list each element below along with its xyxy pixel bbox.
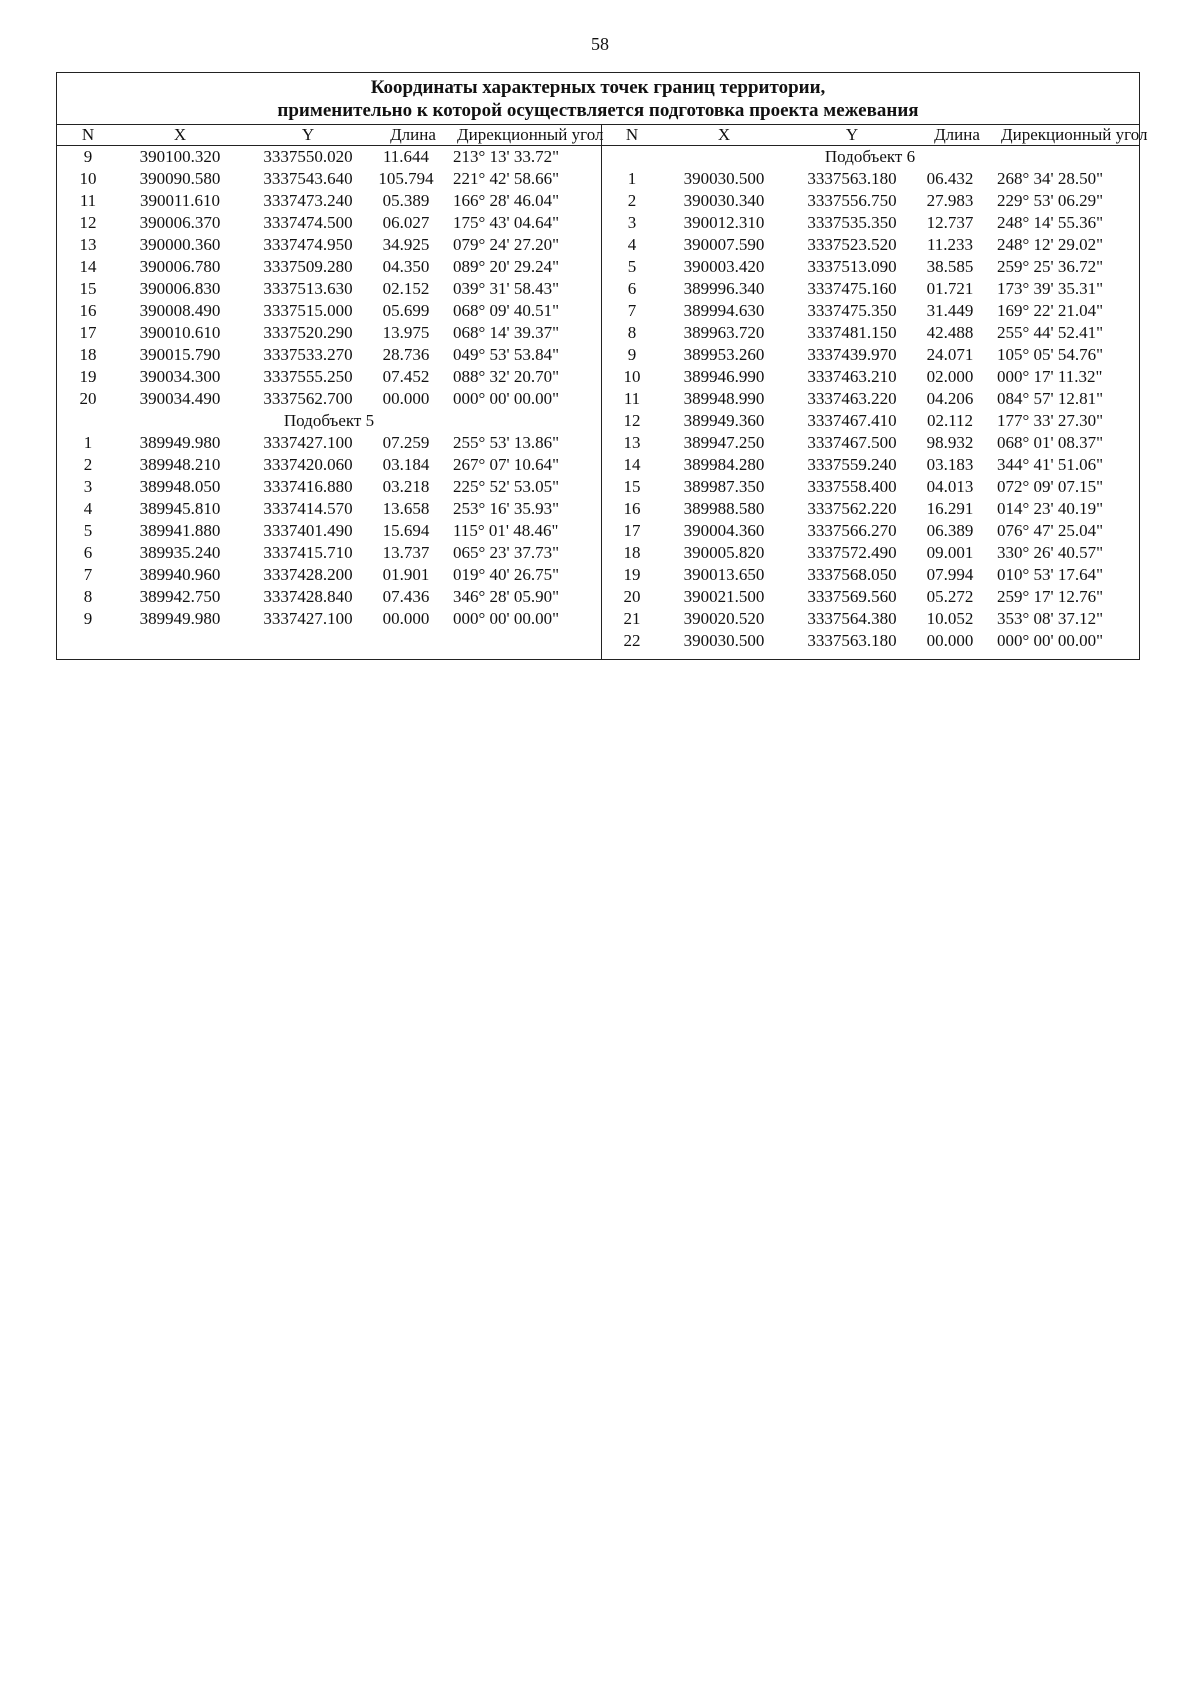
table-title-line-1: Координаты характерных точек границ территории,: [370, 77, 826, 98]
direction-angle: 068° 14' 39.37": [453, 323, 560, 342]
table-row: [57, 212, 601, 234]
table-row: [601, 322, 1139, 344]
coordinates-table: [56, 72, 1148, 660]
table-row: [57, 146, 601, 168]
table-row: [601, 608, 1139, 630]
point-number: 6: [627, 279, 637, 298]
y-coordinate: 3337543.640: [263, 169, 353, 188]
point-number: 6: [83, 543, 93, 562]
x-coordinate: 390021.500: [683, 587, 765, 606]
x-coordinate: 390000.360: [139, 235, 221, 254]
segment-length: 06.389: [926, 521, 974, 540]
point-number: 17: [623, 521, 641, 540]
direction-angle: 267° 07' 10.64": [453, 455, 560, 474]
y-coordinate: 3337523.520: [807, 235, 897, 254]
subobject-6-caption: Подобъект 6: [824, 147, 916, 166]
y-coordinate: 3337463.210: [807, 367, 897, 386]
table-body: [57, 125, 1148, 659]
point-number: 19: [623, 565, 641, 584]
x-coordinate: 389941.880: [139, 521, 221, 540]
y-coordinate: 3337558.400: [807, 477, 897, 496]
segment-length: 02.000: [926, 367, 974, 386]
y-coordinate: 3337474.950: [263, 235, 353, 254]
header-y: Y: [845, 125, 859, 144]
table-row: [57, 454, 601, 476]
y-coordinate: 3337569.560: [807, 587, 897, 606]
point-number: 20: [79, 389, 97, 408]
point-number: 9: [83, 147, 93, 166]
direction-angle: 229° 53' 06.29": [997, 191, 1104, 210]
x-coordinate: 389988.580: [683, 499, 765, 518]
point-number: 17: [79, 323, 97, 342]
segment-length: 105.794: [378, 169, 434, 188]
y-coordinate: 3337467.410: [807, 411, 897, 430]
point-number: 1: [83, 433, 93, 452]
x-coordinate: 390006.830: [139, 279, 221, 298]
header-angle: Дирекционный угол: [457, 125, 604, 144]
segment-length: 11.644: [382, 147, 430, 166]
y-coordinate: 3337475.350: [807, 301, 897, 320]
table-row: [601, 300, 1139, 322]
direction-angle: 225° 52' 53.05": [453, 477, 560, 496]
point-number: 4: [627, 235, 637, 254]
segment-length: 13.737: [382, 543, 430, 562]
point-number: 5: [627, 257, 637, 276]
point-number: 14: [79, 257, 97, 276]
table-row: [601, 234, 1139, 256]
table-row: [601, 168, 1139, 190]
y-coordinate: 3337475.160: [807, 279, 897, 298]
segment-length: 05.272: [926, 587, 974, 606]
point-number: 15: [623, 477, 641, 496]
point-number: 1: [627, 169, 637, 188]
y-coordinate: 3337566.270: [807, 521, 897, 540]
segment-length: 13.975: [382, 323, 430, 342]
y-coordinate: 3337562.700: [263, 389, 353, 408]
y-coordinate: 3337513.630: [263, 279, 353, 298]
x-coordinate: 390020.520: [683, 609, 765, 628]
point-number: 10: [79, 169, 97, 188]
y-coordinate: 3337568.050: [807, 565, 897, 584]
table-row: [57, 278, 601, 300]
segment-length: 01.721: [926, 279, 974, 298]
direction-angle: 259° 17' 12.76": [997, 587, 1104, 606]
segment-length: 28.736: [382, 345, 430, 364]
y-coordinate: 3337550.020: [263, 147, 353, 166]
x-coordinate: 390005.820: [683, 543, 765, 562]
x-coordinate: 390010.610: [139, 323, 221, 342]
point-number: 8: [627, 323, 637, 342]
x-coordinate: 389940.960: [139, 565, 221, 584]
direction-angle: 255° 53' 13.86": [453, 433, 560, 452]
direction-angle: 173° 39' 35.31": [997, 279, 1104, 298]
x-coordinate: 390034.300: [139, 367, 221, 386]
segment-length: 07.436: [382, 587, 430, 606]
direction-angle: 010° 53' 17.64": [997, 565, 1104, 584]
point-number: 15: [79, 279, 97, 298]
x-coordinate: 390003.420: [683, 257, 765, 276]
x-coordinate: 389948.050: [139, 477, 221, 496]
x-coordinate: 389948.990: [683, 389, 765, 408]
direction-angle: 353° 08' 37.12": [997, 609, 1104, 628]
header-n: N: [625, 125, 639, 144]
direction-angle: 088° 32' 20.70": [453, 367, 560, 386]
y-coordinate: 3337535.350: [807, 213, 897, 232]
y-coordinate: 3337559.240: [807, 455, 897, 474]
x-coordinate: 389949.360: [683, 411, 765, 430]
point-number: 16: [623, 499, 641, 518]
x-coordinate: 390007.590: [683, 235, 765, 254]
point-number: 5: [83, 521, 93, 540]
segment-length: 15.694: [382, 521, 430, 540]
point-number: 22: [623, 631, 641, 650]
point-number: 11: [623, 389, 641, 408]
table-row: [601, 344, 1139, 366]
segment-length: 16.291: [926, 499, 974, 518]
table-row: [57, 608, 601, 630]
table-row: [601, 630, 1139, 652]
x-coordinate: 389946.990: [683, 367, 765, 386]
right-half: [601, 125, 1148, 659]
point-number: 18: [623, 543, 641, 562]
y-coordinate: 3337563.180: [807, 631, 897, 650]
point-number: 8: [83, 587, 93, 606]
y-coordinate: 3337562.220: [807, 499, 897, 518]
direction-angle: 000° 00' 00.00": [453, 389, 560, 408]
direction-angle: 079° 24' 27.20": [453, 235, 560, 254]
segment-length: 03.218: [382, 477, 430, 496]
segment-length: 98.932: [926, 433, 974, 452]
segment-length: 00.000: [382, 389, 430, 408]
point-number: 11: [79, 191, 97, 210]
x-coordinate: 390008.490: [139, 301, 221, 320]
point-number: 16: [79, 301, 97, 320]
direction-angle: 115° 01' 48.46": [453, 521, 559, 540]
x-coordinate: 390100.320: [139, 147, 221, 166]
table-row: [57, 300, 601, 322]
direction-angle: 065° 23' 37.73": [453, 543, 560, 562]
x-coordinate: 389994.630: [683, 301, 765, 320]
table-row: [601, 366, 1139, 388]
y-coordinate: 3337415.710: [263, 543, 353, 562]
page-number: 58: [591, 34, 609, 54]
direction-angle: 072° 09' 07.15": [997, 477, 1104, 496]
point-number: 14: [623, 455, 641, 474]
y-coordinate: 3337439.970: [807, 345, 897, 364]
table-row: [57, 476, 601, 498]
segment-length: 07.994: [926, 565, 974, 584]
table-title: [57, 73, 1139, 125]
y-coordinate: 3337520.290: [263, 323, 353, 342]
x-coordinate: 390030.500: [683, 631, 765, 650]
segment-length: 09.001: [926, 543, 974, 562]
segment-length: 03.184: [382, 455, 430, 474]
segment-length: 05.389: [382, 191, 430, 210]
table-row: [57, 234, 601, 256]
x-coordinate: 389945.810: [139, 499, 221, 518]
left-half: [57, 125, 602, 659]
segment-length: 04.013: [926, 477, 974, 496]
header-x: X: [717, 125, 731, 144]
direction-angle: 253° 16' 35.93": [453, 499, 560, 518]
table-row: [601, 520, 1139, 542]
x-coordinate: 390030.500: [683, 169, 765, 188]
point-number: 9: [83, 609, 93, 628]
segment-length: 27.983: [926, 191, 974, 210]
direction-angle: 221° 42' 58.66": [453, 169, 560, 188]
table-row: [601, 212, 1139, 234]
header-angle: Дирекционный угол: [1001, 125, 1148, 144]
header-length: Длина: [934, 125, 980, 144]
segment-length: 00.000: [926, 631, 974, 650]
x-coordinate: 390034.490: [139, 389, 221, 408]
point-number: 7: [83, 565, 93, 584]
direction-angle: 014° 23' 40.19": [997, 499, 1104, 518]
y-coordinate: 3337564.380: [807, 609, 897, 628]
point-number: 13: [623, 433, 641, 452]
left-rows-object-4: [57, 146, 601, 410]
segment-length: 04.350: [382, 257, 430, 276]
segment-length: 11.233: [926, 235, 974, 254]
direction-angle: 089° 20' 29.24": [453, 257, 560, 276]
y-coordinate: 3337474.500: [263, 213, 353, 232]
x-coordinate: 389949.980: [139, 433, 221, 452]
point-number: 19: [79, 367, 97, 386]
direction-angle: 049° 53' 53.84": [453, 345, 560, 364]
table-row: [601, 256, 1139, 278]
table-row: [601, 476, 1139, 498]
direction-angle: 268° 34' 28.50": [997, 169, 1104, 188]
direction-angle: 177° 33' 27.30": [997, 411, 1104, 430]
segment-length: 34.925: [382, 235, 430, 254]
table-row: [57, 322, 601, 344]
segment-length: 07.259: [382, 433, 430, 452]
point-number: 10: [623, 367, 641, 386]
x-coordinate: 390090.580: [139, 169, 221, 188]
table-row: [57, 586, 601, 608]
x-coordinate: 389984.280: [683, 455, 765, 474]
direction-angle: 000° 00' 00.00": [453, 609, 560, 628]
direction-angle: 000° 00' 00.00": [997, 631, 1104, 650]
point-number: 20: [623, 587, 641, 606]
direction-angle: 105° 05' 54.76": [997, 345, 1104, 364]
x-coordinate: 389949.980: [139, 609, 221, 628]
point-number: 18: [79, 345, 97, 364]
x-coordinate: 389948.210: [139, 455, 221, 474]
header-x: X: [173, 125, 187, 144]
table-row: [601, 190, 1139, 212]
x-coordinate: 389987.350: [683, 477, 765, 496]
table-row: [57, 432, 601, 454]
direction-angle: 166° 28' 46.04": [453, 191, 560, 210]
table-row: [57, 388, 601, 410]
segment-length: 06.432: [926, 169, 974, 188]
table-row: [57, 564, 601, 586]
point-number: 2: [83, 455, 93, 474]
table-row: [57, 190, 601, 212]
y-coordinate: 3337416.880: [263, 477, 353, 496]
y-coordinate: 3337515.000: [263, 301, 353, 320]
point-number: 12: [623, 411, 641, 430]
segment-length: 00.000: [382, 609, 430, 628]
direction-angle: 248° 14' 55.36": [997, 213, 1104, 232]
direction-angle: 068° 09' 40.51": [453, 301, 560, 320]
segment-length: 42.488: [926, 323, 974, 342]
header-row-right: [601, 125, 1148, 146]
segment-length: 38.585: [926, 257, 974, 276]
y-coordinate: 3337428.840: [263, 587, 353, 606]
direction-angle: 076° 47' 25.04": [997, 521, 1104, 540]
y-coordinate: 3337467.500: [807, 433, 897, 452]
segment-length: 06.027: [382, 213, 430, 232]
point-number: 21: [623, 609, 641, 628]
segment-length: 24.071: [926, 345, 974, 364]
segment-length: 04.206: [926, 389, 974, 408]
x-coordinate: 390006.780: [139, 257, 221, 276]
y-coordinate: 3337533.270: [263, 345, 353, 364]
y-coordinate: 3337414.570: [263, 499, 353, 518]
direction-angle: 039° 31' 58.43": [453, 279, 560, 298]
point-number: 7: [627, 301, 637, 320]
header-n: N: [81, 125, 95, 144]
y-coordinate: 3337473.240: [263, 191, 353, 210]
y-coordinate: 3337563.180: [807, 169, 897, 188]
direction-angle: 019° 40' 26.75": [453, 565, 560, 584]
y-coordinate: 3337401.490: [263, 521, 353, 540]
segment-length: 02.112: [926, 411, 974, 430]
direction-angle: 000° 17' 11.32": [997, 367, 1103, 386]
y-coordinate: 3337428.200: [263, 565, 353, 584]
table-row: [601, 388, 1139, 410]
segment-length: 31.449: [926, 301, 974, 320]
table-row: [57, 366, 601, 388]
table-row: [601, 498, 1139, 520]
y-coordinate: 3337555.250: [263, 367, 353, 386]
segment-length: 13.658: [382, 499, 430, 518]
y-coordinate: 3337427.100: [263, 609, 353, 628]
left-rows-object-5: [57, 432, 601, 630]
direction-angle: 255° 44' 52.41": [997, 323, 1104, 342]
table-row: [601, 410, 1139, 432]
segment-length: 05.699: [382, 301, 430, 320]
table-row: [601, 278, 1139, 300]
direction-angle: 169° 22' 21.04": [997, 301, 1104, 320]
header-row-left: [57, 125, 604, 146]
table-row: [57, 542, 601, 564]
segment-length: 12.737: [926, 213, 974, 232]
table-row: [57, 498, 601, 520]
table-row: [57, 520, 601, 542]
direction-angle: 330° 26' 40.57": [997, 543, 1104, 562]
table-row: [601, 586, 1139, 608]
direction-angle: 248° 12' 29.02": [997, 235, 1104, 254]
table-title-line-2: применительно к которой осуществляется подготовка проекта межевания: [277, 100, 919, 121]
table-row: [601, 454, 1139, 476]
point-number: 3: [627, 213, 637, 232]
direction-angle: 213° 13' 33.72": [453, 147, 560, 166]
point-number: 3: [83, 477, 93, 496]
point-number: 4: [83, 499, 93, 518]
header-y: Y: [301, 125, 315, 144]
x-coordinate: 389942.750: [139, 587, 221, 606]
segment-length: 07.452: [382, 367, 430, 386]
x-coordinate: 390030.340: [683, 191, 765, 210]
x-coordinate: 389953.260: [683, 345, 765, 364]
table-row: [601, 432, 1139, 454]
subobject-5-caption: Подобъект 5: [283, 411, 375, 430]
x-coordinate: 390004.360: [683, 521, 765, 540]
y-coordinate: 3337509.280: [263, 257, 353, 276]
direction-angle: 175° 43' 04.64": [453, 213, 560, 232]
table-row: [601, 564, 1139, 586]
segment-length: 01.901: [382, 565, 430, 584]
direction-angle: 084° 57' 12.81": [997, 389, 1104, 408]
point-number: 13: [79, 235, 97, 254]
y-coordinate: 3337427.100: [263, 433, 353, 452]
point-number: 9: [627, 345, 637, 364]
y-coordinate: 3337463.220: [807, 389, 897, 408]
table-row: [601, 542, 1139, 564]
header-length: Длина: [390, 125, 436, 144]
x-coordinate: 390006.370: [139, 213, 221, 232]
y-coordinate: 3337513.090: [807, 257, 897, 276]
point-number: 12: [79, 213, 97, 232]
segment-length: 02.152: [382, 279, 430, 298]
direction-angle: 068° 01' 08.37": [997, 433, 1104, 452]
x-coordinate: 389947.250: [683, 433, 765, 452]
point-number: 2: [627, 191, 637, 210]
direction-angle: 259° 25' 36.72": [997, 257, 1104, 276]
y-coordinate: 3337556.750: [807, 191, 897, 210]
table-row: [57, 344, 601, 366]
direction-angle: 346° 28' 05.90": [453, 587, 560, 606]
x-coordinate: 390011.610: [139, 191, 221, 210]
y-coordinate: 3337420.060: [263, 455, 353, 474]
right-rows-object-6: [601, 168, 1139, 652]
x-coordinate: 390013.650: [683, 565, 765, 584]
x-coordinate: 390015.790: [139, 345, 221, 364]
direction-angle: 344° 41' 51.06": [997, 455, 1104, 474]
segment-length: 10.052: [926, 609, 974, 628]
segment-length: 03.183: [926, 455, 974, 474]
x-coordinate: 389996.340: [683, 279, 765, 298]
y-coordinate: 3337481.150: [807, 323, 897, 342]
x-coordinate: 389935.240: [139, 543, 221, 562]
x-coordinate: 389963.720: [683, 323, 765, 342]
x-coordinate: 390012.310: [683, 213, 765, 232]
table-row: [57, 168, 601, 190]
y-coordinate: 3337572.490: [807, 543, 897, 562]
table-row: [57, 256, 601, 278]
